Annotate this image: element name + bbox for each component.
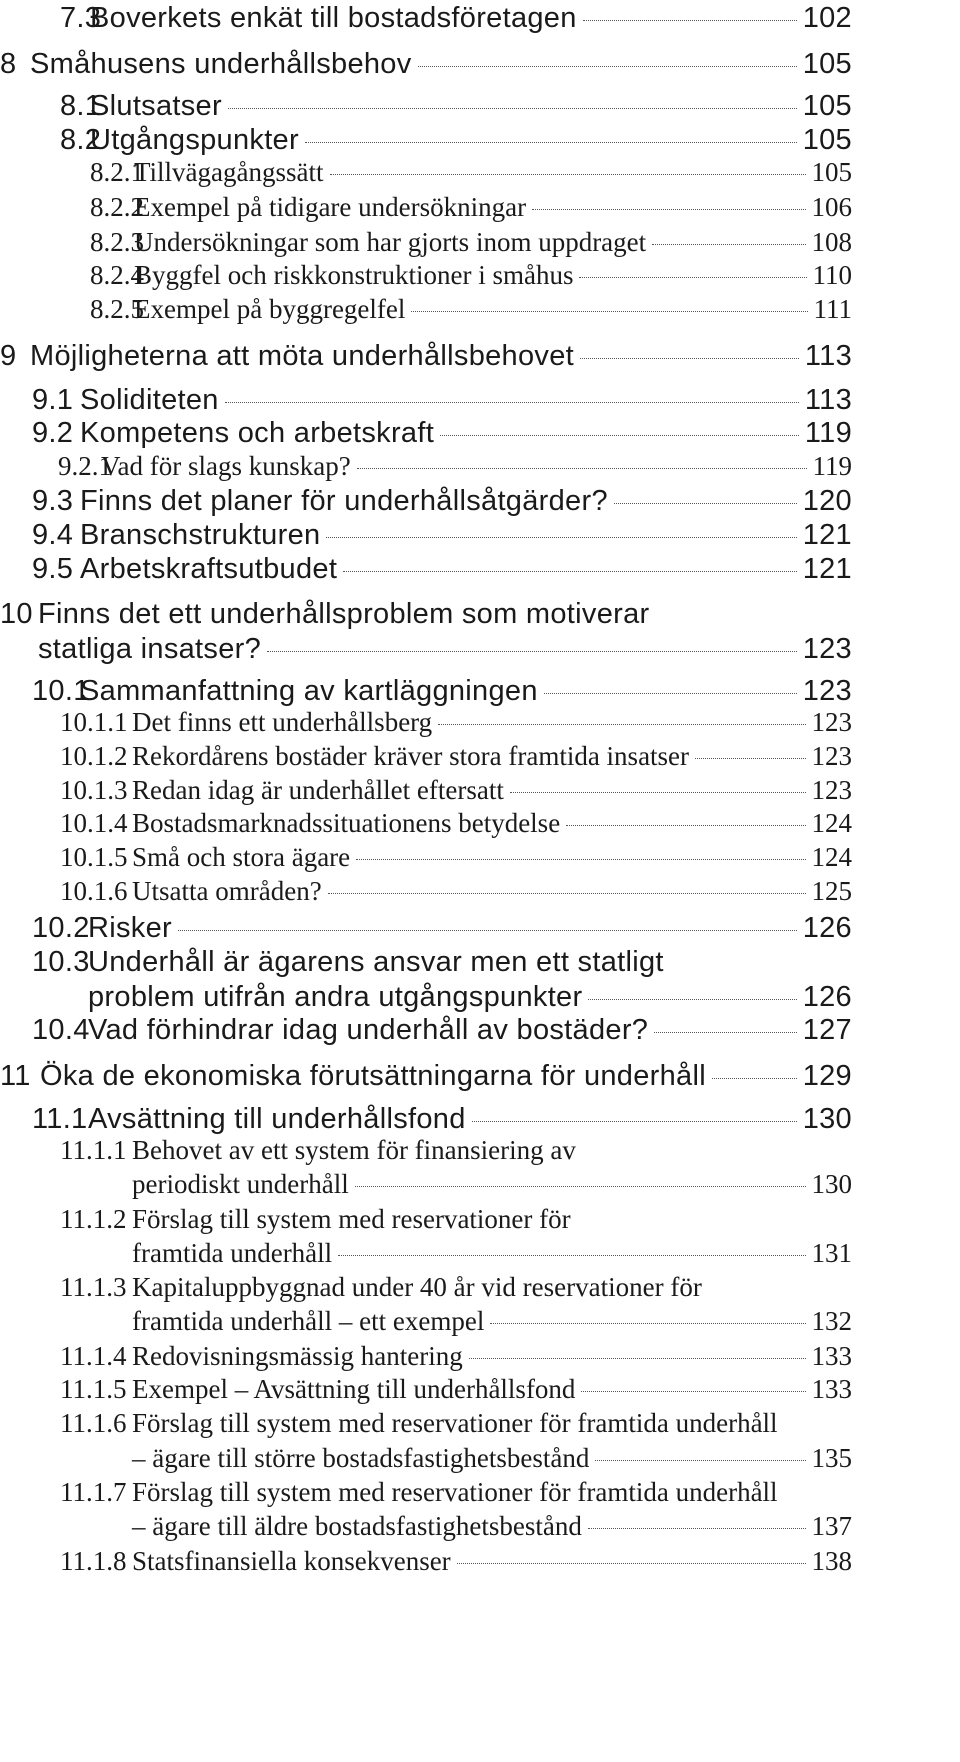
toc-entry[interactable] xyxy=(132,1374,852,1405)
toc-entry-number: 8.1 xyxy=(60,90,102,122)
toc-entry-number: 9.3 xyxy=(32,485,74,517)
toc-entry-number: 10.1.6 xyxy=(60,876,128,906)
toc-entry-page-number: 124 xyxy=(811,842,852,872)
toc-entry[interactable] xyxy=(132,741,852,772)
toc-entry-number: 11.1.7 xyxy=(60,1477,127,1507)
toc-entry-title-line1: Behovet av ett system för finansiering av xyxy=(132,1135,576,1165)
toc-entry-page-number: 123 xyxy=(811,707,852,737)
toc-entry-number: 10.3 xyxy=(32,946,90,978)
dot-leader xyxy=(544,693,797,694)
toc-entry-title: Möjligheterna att möta underhållsbehovet xyxy=(30,340,574,372)
toc-entry-page-number: 113 xyxy=(804,384,852,416)
toc-entry-number: 9.4 xyxy=(32,519,74,551)
toc-entry-title: – ägare till större bostadsfastighetsbestånd xyxy=(132,1443,590,1473)
toc-entry-number: 8.2 xyxy=(60,124,102,156)
toc-entry-page-number: 106 xyxy=(811,192,852,222)
dot-leader xyxy=(588,1528,806,1529)
toc-entry-number: 8.2.3 xyxy=(90,227,144,257)
dot-leader xyxy=(580,358,799,359)
dot-leader xyxy=(469,1358,806,1359)
toc-entry-title: Redan idag är underhållet eftersatt xyxy=(132,775,504,805)
toc-entry-title: Finns det planer för underhållsåtgärder? xyxy=(80,485,608,517)
toc-entry-number: 8 xyxy=(0,48,17,80)
dot-leader xyxy=(418,66,797,67)
toc-entry-page-number: 121 xyxy=(802,519,852,551)
toc-entry-page-number: 129 xyxy=(802,1060,852,1092)
toc-entry-title: Det finns ett underhållsberg xyxy=(132,707,433,737)
toc-entry-title: Exempel på byggregelfel xyxy=(134,294,406,324)
toc-entry[interactable] xyxy=(30,340,852,373)
dot-leader xyxy=(305,142,797,143)
toc-entry-number: 9.2.1 xyxy=(58,451,112,481)
toc-entry-title: Boverkets enkät till bostadsföretagen xyxy=(90,2,577,34)
toc-entry[interactable] xyxy=(132,842,852,873)
toc-entry-title: Vad för slags kunskap? xyxy=(101,451,351,481)
toc-entry-number: 11.1.1 xyxy=(60,1135,127,1165)
toc-entry-page-number: 123 xyxy=(802,633,852,665)
toc-entry-title: Exempel – Avsättning till underhållsfond xyxy=(132,1374,576,1404)
dot-leader xyxy=(338,1255,805,1256)
toc-entry[interactable] xyxy=(132,876,852,907)
toc-entry-number: 10 xyxy=(0,598,33,630)
dot-leader xyxy=(343,571,797,572)
toc-entry-number: 9.2 xyxy=(32,417,74,449)
toc-entry-title: Kompetens och arbetskraft xyxy=(80,417,435,449)
toc-entry[interactable] xyxy=(88,1103,852,1136)
toc-entry[interactable] xyxy=(101,451,852,482)
toc-entry[interactable] xyxy=(132,808,852,839)
dot-leader xyxy=(588,999,796,1000)
toc-entry[interactable] xyxy=(38,633,852,666)
dot-leader xyxy=(712,1078,797,1079)
dot-leader xyxy=(438,724,805,725)
toc-entry-page-number: 111 xyxy=(813,294,852,324)
toc-entry-page-number: 105 xyxy=(802,48,852,80)
toc-entry-title-line1: Finns det ett underhållsproblem som motiverar xyxy=(38,598,650,630)
toc-entry[interactable] xyxy=(132,1511,852,1542)
toc-entry[interactable] xyxy=(80,519,852,552)
toc-entry-title-line1: Förslag till system med reservationer för framtida underhåll xyxy=(132,1477,778,1507)
toc-entry-number: 10.1.5 xyxy=(60,842,128,872)
dot-leader xyxy=(326,537,796,538)
toc-entry-title: Utgångspunkter xyxy=(90,124,299,156)
dot-leader xyxy=(695,758,805,759)
toc-entry-page-number: 123 xyxy=(811,775,852,805)
dot-leader xyxy=(581,1391,805,1392)
toc-entry-number: 8.2.5 xyxy=(90,294,144,324)
toc-entry-number: 11.1.8 xyxy=(60,1546,127,1576)
toc-entry-number: 10.1 xyxy=(32,675,90,707)
dot-leader xyxy=(652,244,805,245)
toc-entry-page-number: 125 xyxy=(811,876,852,906)
dot-leader xyxy=(579,277,806,278)
toc-entry[interactable] xyxy=(40,1060,852,1093)
dot-leader xyxy=(228,108,797,109)
toc-entry-page-number: 123 xyxy=(811,741,852,771)
dot-leader xyxy=(411,311,807,312)
toc-entry[interactable] xyxy=(80,675,852,708)
toc-entry-page-number: 131 xyxy=(811,1238,852,1268)
toc-entry-title: Slutsatser xyxy=(90,90,222,122)
toc-entry[interactable] xyxy=(134,260,852,291)
toc-entry-page-number: 119 xyxy=(804,417,852,449)
toc-entry-title: Risker xyxy=(88,912,172,944)
toc-entry-title: Redovisningsmässig hantering xyxy=(132,1341,463,1371)
toc-entry[interactable] xyxy=(90,90,852,123)
toc-entry-title-line1: Underhåll är ägarens ansvar men ett statligt xyxy=(88,946,664,978)
toc-entry[interactable] xyxy=(90,2,852,35)
dot-leader xyxy=(595,1460,805,1461)
toc-entry-title: Småhusens underhållsbehov xyxy=(30,48,412,80)
toc-entry-title-line1: Förslag till system med reservationer för xyxy=(132,1204,571,1234)
toc-entry-page-number: 120 xyxy=(802,485,852,517)
toc-entry-number: 10.4 xyxy=(32,1014,90,1046)
toc-entry-title: Avsättning till underhållsfond xyxy=(88,1103,466,1135)
toc-entry-page-number: 119 xyxy=(812,451,852,481)
toc-entry-number: 8.2.4 xyxy=(90,260,144,290)
dot-leader xyxy=(457,1563,806,1564)
toc-entry-page-number: 113 xyxy=(804,340,852,372)
toc-entry-page-number: 126 xyxy=(802,912,852,944)
toc-entry[interactable] xyxy=(90,124,852,157)
toc-entry[interactable] xyxy=(132,1546,852,1577)
toc-entry-number: 8.2.2 xyxy=(90,192,144,222)
toc-entry-title-line1: Förslag till system med reservationer för framtida underhåll xyxy=(132,1408,778,1438)
toc-entry[interactable] xyxy=(132,1306,852,1337)
dot-leader xyxy=(355,1186,806,1187)
toc-entry-page-number: 138 xyxy=(811,1546,852,1576)
toc-entry[interactable] xyxy=(80,384,852,417)
toc-entry-title: Statsfinansiella konsekvenser xyxy=(132,1546,451,1576)
toc-entry-title: Sammanfattning av kartläggningen xyxy=(80,675,538,707)
toc-entry-title: Små och stora ägare xyxy=(132,842,351,872)
toc-entry-number: 11.1 xyxy=(32,1103,88,1135)
toc-entry-number: 9.5 xyxy=(32,553,74,585)
toc-entry[interactable] xyxy=(80,485,852,518)
dot-leader xyxy=(654,1032,797,1033)
dot-leader xyxy=(225,402,799,403)
toc-entry-number: 11.1.6 xyxy=(60,1408,127,1438)
toc-entry[interactable] xyxy=(132,707,852,738)
toc-entry-number: 7.3 xyxy=(60,2,102,34)
toc-entry-title: Soliditeten xyxy=(80,384,219,416)
toc-entry-title: Tillvägagångssätt xyxy=(134,157,324,187)
toc-entry-title: framtida underhåll – ett exempel xyxy=(132,1306,485,1336)
toc-entry-title: framtida underhåll xyxy=(132,1238,333,1268)
toc-entry[interactable] xyxy=(134,227,852,258)
dot-leader xyxy=(614,503,797,504)
toc-entry[interactable] xyxy=(134,294,852,325)
toc-entry-page-number: 127 xyxy=(802,1014,852,1046)
dot-leader xyxy=(178,930,797,931)
toc-entry[interactable] xyxy=(132,1341,852,1372)
toc-entry-page-number: 135 xyxy=(811,1443,852,1473)
toc-entry-number: 10.1.3 xyxy=(60,775,128,805)
toc-entry-title: – ägare till äldre bostadsfastighetsbestånd xyxy=(132,1511,582,1541)
toc-entry-title: periodiskt underhåll xyxy=(132,1169,349,1199)
toc-entry-number: 10.2 xyxy=(32,912,90,944)
dot-leader xyxy=(472,1121,797,1122)
toc-entry-number: 11.1.5 xyxy=(60,1374,127,1404)
toc-entry-page-number: 110 xyxy=(812,260,852,290)
toc-entry-number: 10.1.4 xyxy=(60,808,128,838)
toc-entry-number: 11.1.4 xyxy=(60,1341,127,1371)
toc-entry-page-number: 108 xyxy=(811,227,852,257)
toc-entry-page-number: 137 xyxy=(811,1511,852,1541)
toc-entry-number: 9.1 xyxy=(32,384,74,416)
toc-entry[interactable] xyxy=(80,553,852,586)
dot-leader xyxy=(267,651,797,652)
toc-entry-page-number: 105 xyxy=(802,124,852,156)
toc-entry[interactable] xyxy=(132,775,852,806)
toc-entry[interactable] xyxy=(30,48,852,81)
toc-entry-page-number: 105 xyxy=(802,90,852,122)
dot-leader xyxy=(510,792,806,793)
toc-entry-number: 9 xyxy=(0,340,17,372)
dot-leader xyxy=(328,893,806,894)
dot-leader xyxy=(566,825,805,826)
toc-entry-title: statliga insatser? xyxy=(38,633,262,665)
toc-entry-page-number: 124 xyxy=(811,808,852,838)
toc-entry[interactable] xyxy=(88,981,852,1014)
toc-entry-title: Arbetskraftsutbudet xyxy=(80,553,338,585)
dot-leader xyxy=(440,435,799,436)
toc-entry[interactable] xyxy=(88,912,852,945)
toc-entry-title: Undersökningar som har gjorts inom uppdraget xyxy=(134,227,647,257)
toc-entry-title: Byggfel och riskkonstruktioner i småhus xyxy=(134,260,574,290)
toc-entry[interactable] xyxy=(88,1014,852,1047)
toc-entry-page-number: 126 xyxy=(802,981,852,1013)
toc-entry-page-number: 121 xyxy=(802,553,852,585)
toc-entry-page-number: 133 xyxy=(811,1341,852,1371)
toc-entry-title: Exempel på tidigare undersökningar xyxy=(134,192,527,222)
toc-entry-number: 10.1.1 xyxy=(60,707,128,737)
toc-entry[interactable] xyxy=(80,417,852,450)
toc-entry-title: Öka de ekonomiska förutsättningarna för underhåll xyxy=(40,1060,706,1092)
toc-entry[interactable] xyxy=(132,1238,852,1269)
dot-leader xyxy=(356,859,805,860)
toc-entry-number: 8.2.1 xyxy=(90,157,144,187)
toc-entry-title: Branschstrukturen xyxy=(80,519,321,551)
toc-entry-page-number: 130 xyxy=(811,1169,852,1199)
toc-entry-page-number: 102 xyxy=(802,2,852,34)
toc-entry-title: Bostadsmarknadssituationens betydelse xyxy=(132,808,561,838)
toc-entry-page-number: 133 xyxy=(811,1374,852,1404)
dot-leader xyxy=(490,1323,805,1324)
toc-entry-page-number: 132 xyxy=(811,1306,852,1336)
toc-entry-number: 11.1.2 xyxy=(60,1204,127,1234)
dot-leader xyxy=(532,209,805,210)
toc-entry[interactable] xyxy=(132,1169,852,1200)
dot-leader xyxy=(357,468,807,469)
toc-entry-page-number: 105 xyxy=(811,157,852,187)
toc-entry-title: problem utifrån andra utgångspunkter xyxy=(88,981,583,1013)
toc-entry-title: Utsatta områden? xyxy=(132,876,322,906)
toc-entry-number: 10.1.2 xyxy=(60,741,128,771)
toc-entry[interactable] xyxy=(134,157,852,188)
toc-entry-number: 11 xyxy=(0,1060,31,1092)
dot-leader xyxy=(583,20,797,21)
toc-entry-number: 11.1.3 xyxy=(60,1272,127,1302)
dot-leader xyxy=(330,174,806,175)
toc-entry-title: Vad förhindrar idag underhåll av bostäder? xyxy=(88,1014,649,1046)
toc-entry-title-line1: Kapitaluppbyggnad under 40 år vid reservationer för xyxy=(132,1272,702,1302)
toc-entry[interactable] xyxy=(134,192,852,223)
toc-entry[interactable] xyxy=(132,1443,852,1474)
toc-entry-page-number: 123 xyxy=(802,675,852,707)
toc-entry-page-number: 130 xyxy=(802,1103,852,1135)
toc-entry-title: Rekordårens bostäder kräver stora framtida insatser xyxy=(132,741,690,771)
